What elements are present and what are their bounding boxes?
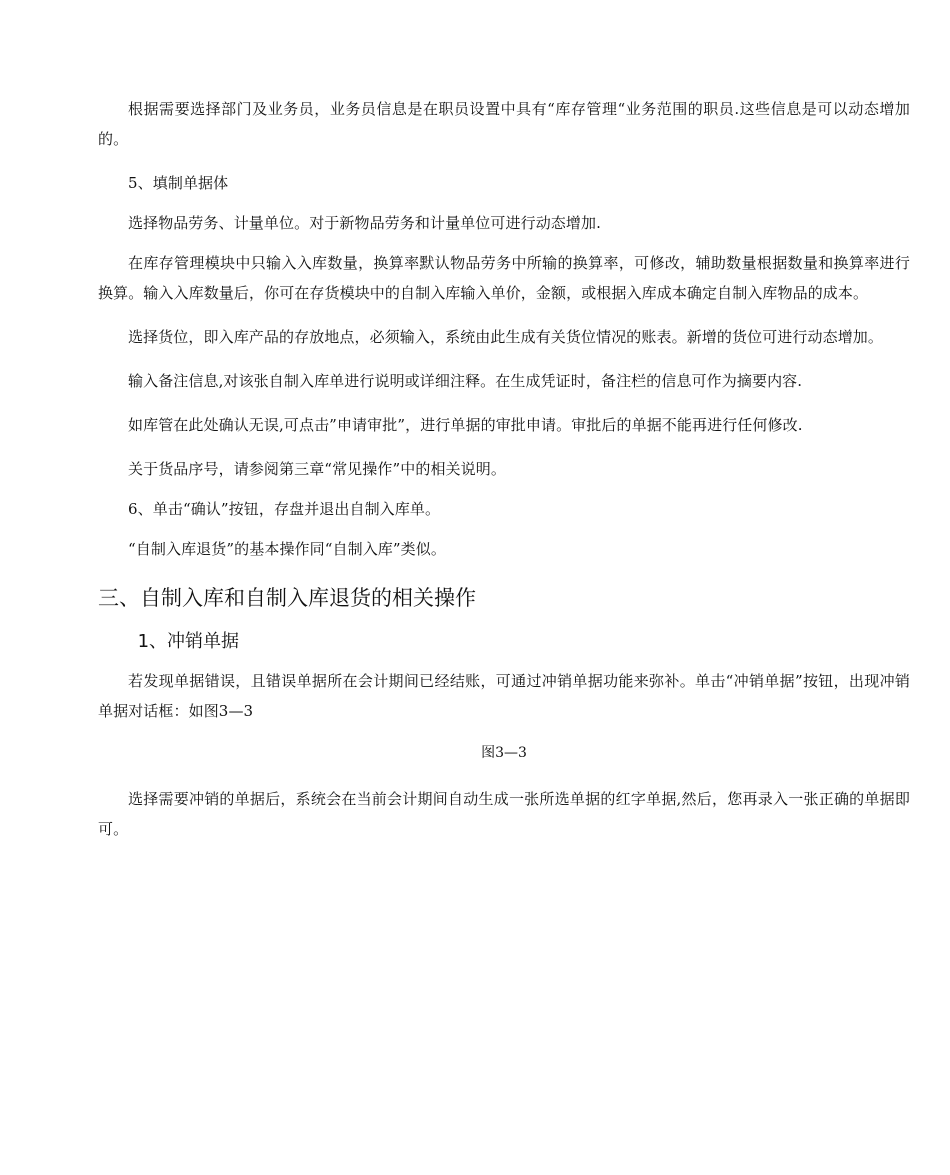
paragraph-serial-numbers: 关于货品序号，请参阅第三章“常见操作”中的相关说明。 xyxy=(128,460,506,478)
figure-caption: 图3—3 xyxy=(481,745,527,761)
paragraph-select-items: 选择物品劳务、计量单位。对于新物品劳务和计量单位可进行动态增加. xyxy=(128,214,601,232)
subsection-heading: 1、冲销单据 xyxy=(137,631,240,652)
step-fill-document-body: 5、填制单据体 xyxy=(128,174,229,192)
paragraph-remarks: 输入备注信息,对该张自制入库单进行说明或详细注释。在生成凭证时，备注栏的信息可作为摘要内容. xyxy=(128,372,803,390)
paragraph-select-location: 选择货位，即入库产品的存放地点，必须输入，系统由此生成有关货位情况的账表。新增的货位可进行动态增加。 xyxy=(128,328,884,346)
paragraph-reversal: 若发现单据错误，且错误单据所在会计期间已经结账，可通过冲销单据功能来弥补。单击“冲销单据”按钮，出现冲销单据对话框：如图3—3 xyxy=(98,672,910,720)
step-confirm: 6、单击“确认”按钮，存盘并退出自制入库单。 xyxy=(128,500,441,518)
paragraph-approval: 如库管在此处确认无误,可点击”申请审批”，进行单据的审批申请。审批后的单据不能再进行任何修改. xyxy=(128,416,803,434)
section-heading: 三、自制入库和自制入库退货的相关操作 xyxy=(98,586,476,610)
paragraph-salesperson-info: 根据需要选择部门及业务员，业务员信息是在职员设置中具有“库存管理“业务范围的职员.这些信息是可以动态增加的。 xyxy=(98,100,910,148)
document-page xyxy=(98,94,910,858)
paragraph-return-note: “自制入库退货”的基本操作同“自制入库”类似。 xyxy=(128,540,446,558)
paragraph-final: 选择需要冲销的单据后，系统会在当前会计期间自动生成一张所选单据的红字单据,然后，您再录入一张正确的单据即可。 xyxy=(98,790,910,838)
paragraph-quantity-conversion: 在库存管理模块中只输入入库数量，换算率默认物品劳务中所输的换算率，可修改，辅助数量根据数量和换算率进行换算。输入入库数量后，你可在存货模块中的自制入库输入单价，金额，或根据入库成本确定自制入库物品的成本。 xyxy=(98,254,910,302)
